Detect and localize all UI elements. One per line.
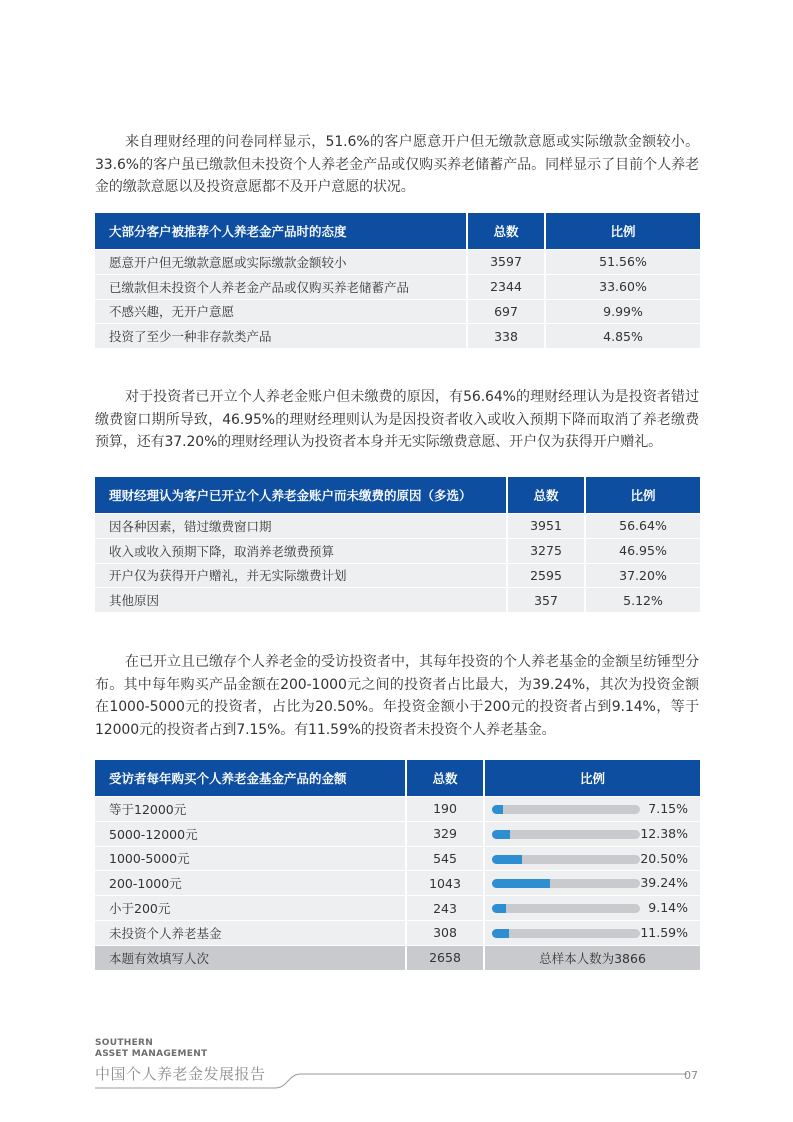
row-count: 545 (407, 846, 485, 871)
row-count: 3951 (508, 513, 586, 538)
row-count: 243 (407, 895, 485, 920)
brand-line-1: SOUTHERN (95, 1038, 154, 1048)
header-reason: 理财经理认为客户已开立个人养老金账户而未缴费的原因（多选） (95, 477, 508, 513)
row-count: 3597 (468, 249, 546, 274)
row-label: 投资了至少一种非存款类产品 (95, 323, 468, 348)
brand-logo-text (95, 1038, 207, 1060)
row-count: 3275 (508, 538, 586, 563)
table-header-row (95, 477, 700, 513)
table-row (95, 274, 700, 299)
table-total-row (95, 945, 700, 970)
report-title: 中国个人养老金发展报告 (95, 1065, 266, 1083)
row-ratio: 51.56% (546, 249, 700, 274)
row-ratio-bar-cell (485, 846, 700, 871)
progress-fill (492, 929, 509, 938)
paragraph-2: 对于投资者已开立个人养老金账户但未缴费的原因，有56.64%的理财经理认为是投资者错过缴费窗口期所导致，46.95%的理财经理则认为是因投资者收入或收入预期下降而取消了养老缴费预算，还有37.20%的理财经理认为投资者本身并无实际缴费意愿、开户仅为获得开户赠礼。 (95, 389, 699, 450)
header-ratio: 比例 (485, 760, 700, 796)
progress-track (492, 805, 640, 814)
row-ratio: 12.38% (640, 825, 688, 841)
progress-fill (492, 805, 503, 814)
row-label: 愿意开户但无缴款意愿或实际缴款金额较小 (95, 249, 468, 274)
row-ratio: 5.12% (586, 587, 700, 612)
row-ratio: 20.50% (640, 850, 688, 866)
row-ratio: 4.85% (546, 323, 700, 348)
progress-track (492, 879, 640, 888)
table-row (95, 920, 700, 945)
paragraph-3: 在已开立且已缴存个人养老金的受访投资者中，其每年投资的个人养老基金的金额呈纺锤型分布。其中每年购买产品金额在200-1000元之间的投资者占比最大，为39.24%，其次为投资金额在1000-5000元的投资者，占比为20.50%。年投资金额小于200元的投资者占到9.14%，等于12000元的投资者占到7.15%。有11.59%的投资者未投资个人养老基金。 (95, 654, 699, 738)
row-ratio-bar-cell (485, 870, 700, 895)
paragraph-1: 来自理财经理的问卷同样显示，51.6%的客户愿意开户但无缴款意愿或实际缴款金额较小。33.6%的客户虽已缴款但未投资个人养老金产品或仅购买养老储蓄产品。同样显示了目前个人养老金的缴款意愿以及投资意愿都不及开户意愿的状况。 (95, 134, 699, 195)
table-row (95, 323, 700, 348)
row-label: 未投资个人养老基金 (95, 920, 407, 945)
row-ratio: 46.95% (586, 538, 700, 563)
header-total: 总数 (468, 213, 546, 249)
table-row (95, 587, 700, 612)
total-label: 本题有效填写人次 (95, 945, 407, 970)
total-note: 总样本人数为3866 (485, 945, 700, 970)
brand-line-2: ASSET MANAGEMENT (95, 1049, 208, 1059)
table-row (95, 299, 700, 324)
row-ratio: 11.59% (640, 924, 688, 940)
row-ratio: 37.20% (586, 563, 700, 588)
row-ratio-bar-cell (485, 796, 700, 821)
header-ratio: 比例 (586, 477, 700, 513)
table-customer-attitude (95, 213, 700, 348)
table-row (95, 563, 700, 588)
row-count: 2595 (508, 563, 586, 588)
header-total: 总数 (508, 477, 586, 513)
row-ratio: 7.15% (648, 801, 688, 816)
table-annual-investment (95, 760, 700, 970)
row-count: 1043 (407, 870, 485, 895)
progress-track (492, 830, 640, 839)
row-ratio: 56.64% (586, 513, 700, 538)
row-count: 329 (407, 821, 485, 846)
row-count: 357 (508, 587, 586, 612)
table-row (95, 249, 700, 274)
progress-fill (492, 830, 510, 839)
row-label: 200-1000元 (95, 870, 407, 895)
row-ratio: 39.24% (640, 875, 688, 891)
header-total: 总数 (407, 760, 485, 796)
row-label: 1000-5000元 (95, 846, 407, 871)
progress-track (492, 855, 640, 864)
row-label: 收入或收入预期下降，取消养老缴费预算 (95, 538, 508, 563)
row-ratio: 9.14% (648, 900, 688, 916)
row-label: 小于200元 (95, 895, 407, 920)
row-label: 不感兴趣，无开户意愿 (95, 299, 468, 324)
table-row (95, 846, 700, 871)
row-label: 其他原因 (95, 587, 508, 612)
page-number: 07 (684, 1069, 698, 1082)
table-row (95, 895, 700, 920)
table-row (95, 870, 700, 895)
total-count: 2658 (407, 945, 485, 970)
row-count: 2344 (468, 274, 546, 299)
row-ratio-bar-cell (485, 821, 700, 846)
table-row (95, 821, 700, 846)
progress-fill (492, 879, 550, 888)
row-count: 697 (468, 299, 546, 324)
row-ratio: 33.60% (546, 274, 700, 299)
table-row (95, 796, 700, 821)
table-unpaid-reasons (95, 477, 700, 612)
table-header-row (95, 760, 700, 796)
table-header-row (95, 213, 700, 249)
row-label: 等于12000元 (95, 796, 407, 821)
header-attitude: 大部分客户被推荐个人养老金产品时的态度 (95, 213, 468, 249)
table-row (95, 513, 700, 538)
row-label: 因各种因素，错过缴费窗口期 (95, 513, 508, 538)
row-label: 已缴款但未投资个人养老金产品或仅购买养老储蓄产品 (95, 274, 468, 299)
progress-fill (492, 855, 522, 864)
row-ratio-bar-cell (485, 920, 700, 945)
header-amount: 受访者每年购买个人养老金基金产品的金额 (95, 760, 407, 796)
row-ratio-bar-cell (485, 895, 700, 920)
progress-fill (492, 904, 506, 913)
table-row (95, 538, 700, 563)
row-label: 5000-12000元 (95, 821, 407, 846)
row-count: 190 (407, 796, 485, 821)
row-count: 308 (407, 920, 485, 945)
row-count: 338 (468, 323, 546, 348)
row-ratio: 9.99% (546, 299, 700, 324)
row-label: 开户仅为获得开户赠礼，并无实际缴费计划 (95, 563, 508, 588)
header-ratio: 比例 (546, 213, 700, 249)
progress-track (492, 929, 640, 938)
progress-track (492, 904, 640, 913)
